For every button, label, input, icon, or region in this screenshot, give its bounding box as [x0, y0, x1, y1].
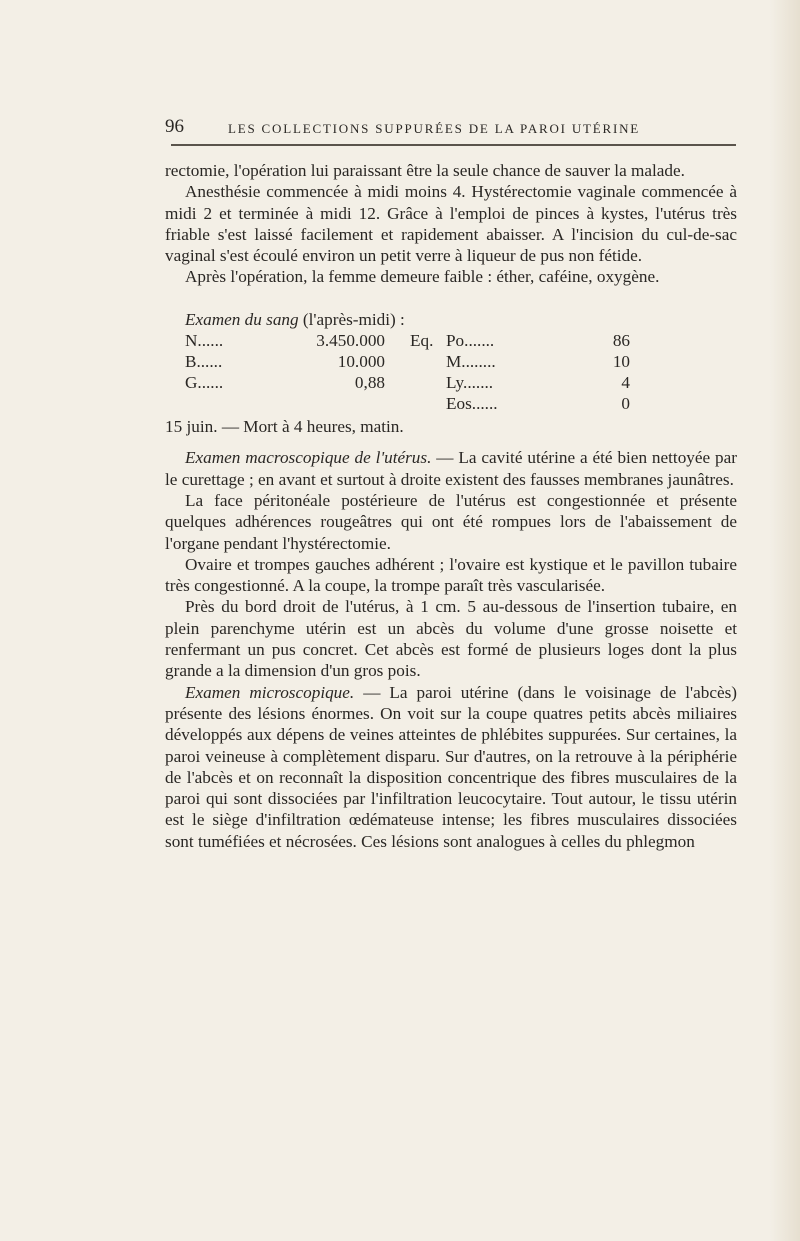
- paragraph-ovary: Ovaire et trompes gauches adhérent ; l'ovaire est kystique et le pavillon tubaire très congestionné. A la coupe, la trompe paraît très vascularisée.: [165, 554, 737, 596]
- microscopic-heading: Examen microscopique.: [185, 682, 355, 702]
- macroscopic-heading: Examen macroscopique de l'utérus.: [185, 448, 432, 468]
- blood-value: 0,88: [354, 373, 385, 393]
- blood-value: 3.450.000: [316, 331, 385, 351]
- paragraph-abscess: Près du bord droit de l'utérus, à 1 cm. 5 au-dessous de l'insertion tubaire, en plein parenchyme utérin est un abcès du volume d'une grosse noisette et renfermant un pus concret. Cet abcès est formé de plusieurs loges dont la plus grande a la dimension d'un gros pois.: [165, 597, 737, 681]
- blood-label: B......: [185, 352, 223, 372]
- formula-label: Po.......: [446, 331, 495, 351]
- blood-exam-title: Examen du sang: [185, 309, 299, 329]
- body-text: [165, 160, 737, 852]
- formula-label: M........: [446, 352, 496, 372]
- blood-exam-heading: [165, 309, 737, 330]
- formula-value: 10: [612, 352, 630, 372]
- blood-label: G......: [185, 373, 224, 393]
- header-rule: [171, 144, 736, 146]
- page-edge-shadow: [770, 0, 800, 1241]
- paragraph-death: 15 juin. — Mort à 4 heures, matin.: [165, 417, 404, 437]
- paragraph-continuation: rectomie, l'opération lui paraissant être la seule chance de sauver la malade.: [165, 161, 685, 180]
- blood-label: N......: [185, 331, 224, 351]
- paragraph-after-operation: Après l'opération, la femme demeure faible : éther, caféine, oxygène.: [185, 267, 660, 287]
- formula-eq-prefix: Eq.: [410, 331, 434, 351]
- blood-value: 10.000: [337, 352, 385, 372]
- macroscopic-text: — La cavité utérine a été bien nettoyée par le curettage ; en avant et surtout à droite existent des fausses membranes jaunâtres.: [165, 448, 738, 489]
- paragraph-peritoneal-face: La face péritonéale postérieure de l'utérus est congestionnée et présente quelques adhérences rougeâtres qui ont été rompues lors de l'abaissement de l'organe pendant l'hystérectomie.: [165, 490, 737, 553]
- blood-exam-table: [185, 330, 737, 416]
- page-header: [165, 116, 735, 144]
- paragraph-microscopic: [165, 682, 737, 852]
- paragraph-macroscopic: [165, 447, 737, 490]
- page-number: 96: [165, 116, 184, 137]
- formula-value: 0: [621, 394, 630, 414]
- blood-exam-suffix: (l'après-midi) :: [298, 309, 405, 329]
- paragraph-anesthesia: Anesthésie commencée à midi moins 4. Hystérectomie vaginale commencée à midi 2 et terminée à midi 12. Grâce à l'emploi de pinces à kystes, l'utérus très friable s'est laissé facilement et rapidement abaisser. A l'incision du cul-de-sac vaginal s'est écoulé environ un petit verre à liqueur de pus non fétide.: [165, 182, 737, 266]
- formula-label: Eos......: [446, 394, 498, 414]
- microscopic-text: — La paroi utérine (dans le voisinage de l'abcès) présente des lésions énormes. On voit sur la coupe quatres petits abcès miliaires développés aux dépens de veines atteintes de phlébites suppurées. Sur certaines, la paroi veineuse à complètement disparu. Sur d'autres, on la retrouve à la périphérie de l'abcès et on reconnaît la disposition concentrique des fibres musculaires de la paroi qui sont dissociées par l'infiltration leucocytaire. Tout autour, le tissu utérin est le siège d'infiltration œdémateuse intense; les fibres musculaires dissociées sont tuméfiées et nécrosées. Ces lésions sont analogues à celles du phlegmon: [165, 682, 737, 851]
- formula-label: Ly.......: [446, 373, 494, 393]
- running-title: LES COLLECTIONS SUPPURÉES DE LA PAROI UTÉRINE: [228, 121, 641, 136]
- formula-value: 86: [612, 331, 630, 351]
- formula-value: 4: [621, 373, 630, 393]
